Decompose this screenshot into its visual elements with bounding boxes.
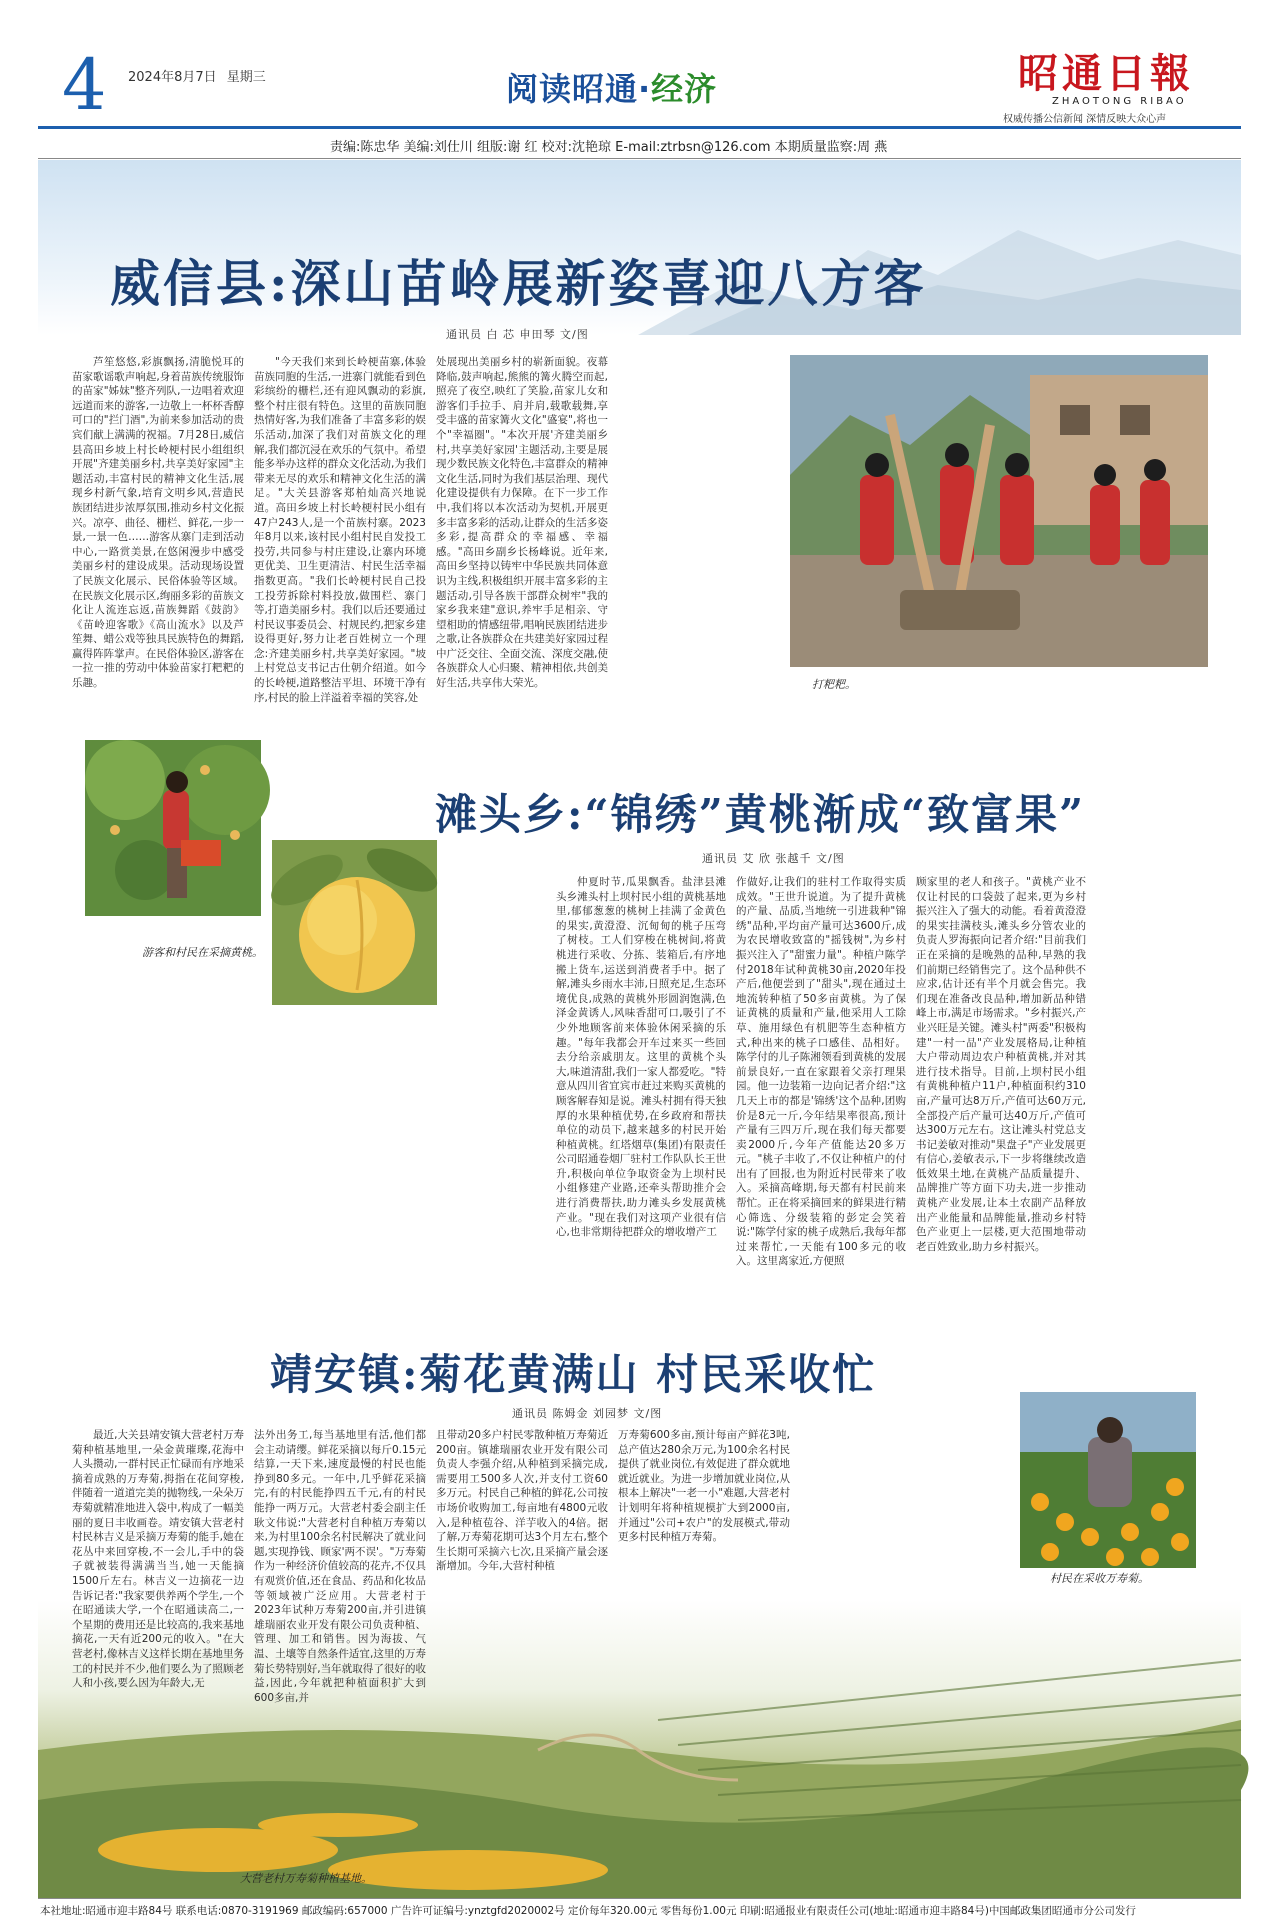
- article1-column-3: 处展现出美丽乡村的崭新面貌。夜幕降临,鼓声响起,熊熊的篝火腾空而起,照亮了夜空,映红了笑脸,苗家儿女和游客们手拉手、肩并肩,载歌载舞,享受丰盛的苗家篝火文化"盛宴",将也一个"幸福圈"。"本次开展'齐建美丽乡村,共享美好家园'主题活动,主要是展现少数民族文化特色,丰富群众的精神文化生活,同时为我们基层治理、现代化建设提供有力保障。在下一步工作中,我们将以本次活动为契机,开展更多丰富多彩的活动,让群众的生活多姿多彩,提高群众的幸福感、幸福感。"高田乡副乡长杨峰说。近年来,高田乡坚持以铸牢中华民族共同体意识为主线,积极组织开展丰富多彩的主题活动,引导各族干部群众树牢"我的家乡我来建"意识,养牢手足相亲、守望相助的情感纽带,唱响民族团结进步之歌,让各族群众在共建美好家园过程中广泛交往、全面交流、深度交融,使各族群众人心归聚、精神相依,共创美好生活,共享伟大荣光。: [436, 356, 608, 690]
- article3-headline: 靖安镇:菊花黄满山 村民采收忙: [270, 1350, 877, 1399]
- article2-byline: 通讯员 艾 欣 张越千 文/图: [702, 852, 845, 865]
- brand-slogan: 权威传播公信新闻 深情反映大众心声: [1003, 114, 1167, 125]
- footer-divider: [38, 1898, 1241, 1899]
- issue-date: [128, 66, 266, 85]
- article3-column-3: 且带动20多户村民零散种植万寿菊近200亩。镇雄瑞丽农业开发有限公司负责人李强介绍,从种植到采摘完成,需要用工500多人次,并支付工资60多万元。村民自己种植的鲜花,公司按市场价收购加工,每亩地有4800元收入,是种植苞谷、洋芋收入的4倍。据了解,万寿菊花期可达3个月左右,整个生长期可采摘六七次,且采摘产量会逐渐增加。今年,大营村种植: [436, 1429, 608, 1573]
- credits-divider: [38, 158, 1241, 159]
- article2-column-2: 作做好,让我们的驻村工作取得实质成效。"王世升说道。为了提升黄桃的产量、品质,当地统一引进栽种"锦绣"品种,平均亩产量可达3600斤,成为农民增收致富的"摇钱树",为乡村振兴注入了"甜蜜力量"。种植户陈学付2018年试种黄桃30亩,2020年投产后,他便尝到了"甜头",现在通过土地流转种植了50多亩黄桃。为了保证黄桃的质量和产量,他采用人工除草、施用绿色有机肥等生态种植方式,种出来的桃子口感佳、品相好。陈学付的儿子陈湘领看到黄桃的发展前景良好,一直在家跟着父亲打理果园。他一边装箱一边向记者介绍:"这几天上市的都是'锦绣'这个品种,团购价是8元一斤,今年结果率很高,预计产量有三四万斤,现在我们每天都要卖2000斤,今年产值能达20多万元。"桃子丰收了,不仅让种植户的付出有了回报,也为附近村民带来了收入。采摘高峰期,每天都有村民前来帮忙。正在将采摘回来的鲜果进行精心筛选、分级装箱的彭定会笑着说:"陈学付家的桃子成熟后,我每年都过来帮忙,一天能有100多元的收入。这里离家近,方便照: [736, 876, 906, 1268]
- article2-photo-caption: 游客和村民在采摘黄桃。: [142, 946, 263, 959]
- article3-small-photo-caption: 村民在采收万寿菊。: [1050, 1572, 1149, 1585]
- brand-pinyin: ZHAOTONG RIBAO: [1052, 96, 1187, 107]
- article2-column-1: 仲夏时节,瓜果飘香。盐津县滩头乡滩头村上坝村民小组的黄桃基地里,郁郁葱葱的桃树上挂满了金黄色的果实,黄澄澄、沉甸甸的桃子压弯了树枝。工人们穿梭在桃树间,将黄桃进行采收、分拣、装箱后,有序地搬上货车,运送到消费者手中。据了解,滩头乡雨水丰沛,日照充足,生态环境优良,成熟的黄桃外形圆润饱满,色泽金黄诱人,风味香甜可口,吸引了不少外地顾客前来体验休闲采摘的乐趣。"每年我都会开车过来买一些回去分给亲戚朋友。这里的黄桃个头大,味道清甜,我们一家人都爱吃。"特意从四川省宜宾市赶过来购买黄桃的顾客解春知是说。滩头村拥有得天独厚的水果种植优势,在乡政府和帮扶单位的动员下,越来越多的村民开始种植黄桃。红塔烟草(集团)有限责任公司昭通卷烟厂驻村工作队队长王世升,积极向单位争取资金为上坝村民小组修建产业路,还牵头帮助推介会进行消费帮扶,助力滩头乡发展黄桃产业。"现在我们对这项产业很有信心,也非常期待把群众的增收增产工: [556, 876, 726, 1239]
- article3-column-1: 最近,大关县靖安镇大营老村万寿菊种植基地里,一朵金黄璀璨,花海中人头攒动,一群村民正忙碌而有序地采摘着成熟的万寿菊,拇指在花间穿梭,伴随着一道道完美的抛物线,一朵朵万寿菊就精准地进入袋中,构成了一幅美丽的夏日丰收画卷。靖安镇大营老村村民林吉义是采摘万寿菊的能手,她在花丛中来回穿梭,不一会儿,手中的袋子就被装得满满当当,她一天能摘1500斤左右。林吉义一边摘花一边告诉记者:"我家要供养两个学生,一个在昭通读大学,一个在昭通读高二,一个星期的费用还是比较高的,我来基地摘花,一天有近200元的收入。"在大营老村,像林吉义这样长期在基地里务工的村民并不少,他们要么为了照顾老人和小孩,要么因为年龄大,无: [72, 1429, 244, 1690]
- photo-villager-picking-marigold-image: [1020, 1392, 1196, 1568]
- article1-byline: 通讯员 白 芯 申田琴 文/图: [446, 328, 589, 341]
- article3-large-photo-caption: 大营老村万寿菊种植基地。: [240, 1872, 372, 1885]
- section-title-main: 阅读昭通·: [506, 70, 652, 108]
- header-divider: [38, 126, 1241, 129]
- article1-column-1: 芦笙悠悠,彩旗飘扬,清脆悦耳的苗家歌谣歌声响起,身着苗族传统服饰的苗家"姊妹"整齐列队,一边唱着欢迎远道而来的游客,一边敬上一杯杯香醇可口的"拦门酒",为前来参加活动的贵宾们献上满满的祝福。7月28日,威信县高田乡坡上村长岭梗村民小组组织开展"齐建美丽乡村,共享美好家园"主题活动,丰富村民的精神文化生活,展现乡村新气象,培育文明乡风,营造民族团结进步浓厚氛围,推动乡村文化振兴。凉亭、曲径、栅栏、鲜花,一步一景,一景一色……游客从寨门走到活动中心,一路赏美景,在悠闲漫步中感受美丽乡村的建设成果。活动现场设置了民族文化展示、民俗体验等区域。在民族文化展示区,绚丽多彩的苗族文化让人流连忘返,苗族舞蹈《鼓韵》《苗岭迎客歌》《高山流水》以及芦笙舞、蜡公戏等独具民族特色的舞蹈,赢得阵阵掌声。在民俗体验区,游客在一拉一推的劳动中体验苗家打粑粑的乐趣。: [72, 356, 244, 690]
- article3-column-2: 法外出务工,每当基地里有活,他们都会主动请缨。鲜花采摘以每斤0.15元结算,一天下来,速度最慢的村民也能挣到80多元。一年中,几乎鲜花采摘完,有的村民能挣四五千元,有的村民能挣一两万元。大营老村委会副主任耿文伟说:"大营老村自种植万寿菊以来,为村里100余名村民解决了就业问题,实现挣钱、顾家'两不误'。"万寿菊作为一种经济价值较高的花卉,不仅具有观赏价值,还在食品、药品和化妆品等领域被广泛应用。大营老村于2023年试种万寿菊200亩,并引进镇雄瑞丽农业开发有限公司负责种植、管理、加工和销售。因为海拔、气温、土壤等自然条件适宜,这里的万寿菊长势特别好,当年就取得了很好的收益,因此,今年就把种植面积扩大到600多亩,并: [254, 1429, 426, 1704]
- article1-photo-caption: 打粑粑。: [812, 678, 856, 691]
- article1-column-2: "今天我们来到长岭梗苗寨,体验苗族同胞的生活,一进寨门就能看到色彩缤纷的栅栏,还有迎风飘动的彩旗,整个村庄很有特色。这里的苗族同胞热情好客,为我们准备了丰富多彩的娱乐活动,加深了我们对苗族文化的理解,我们都沉浸在欢乐的气氛中。希望能多举办这样的群众文化活动,为我们带来无尽的欢乐和精神文化生活的满足。"大关县游客郑柏灿高兴地说道。高田乡坡上村长岭梗村民小组有47户243人,是一个苗族村寨。2023年8月以来,该村民小组村民自发投工投劳,共同参与村庄建设,让寨内环境更优美、卫生更清洁、村民生活幸福指数更高。"我们长岭梗村民自己投工投劳拆除村料投放,做围栏、寨门等,打造美丽乡村。我们以后还要通过村民议事委员会、村规民约,把家乡建设得更好,努力让老百姓树立一个理念:齐建美丽乡村,共享美好家园。"坡上村党总支书记古仕朝介绍道。如今的长岭梗,道路整洁平坦、环境干净有序,村民的脸上洋溢着幸福的笑容,处: [254, 356, 426, 704]
- newspaper-masthead: [1018, 52, 1218, 107]
- article3-byline: 通讯员 陈姆金 刘园梦 文/图: [512, 1407, 663, 1420]
- article1-headline: 威信县:深山苗岭展新姿喜迎八方客: [110, 254, 927, 313]
- editorial-credits: 责编:陈忠华 美编:刘仕川 组版:谢 红 校对:沈艳琼 E-mail:ztrbsn@126.com 本期质量监察:周 燕: [330, 140, 888, 155]
- brand-name: 昭通日報: [1018, 50, 1194, 97]
- footer-imprint: 本社地址:昭通市迎丰路84号 联系电话:0870-3191969 邮政编码:657000 广告许可证编号:ynztgfd2020002号 定价每年320.00元 零售每份1.00元 印刷:昭通报业有限责任公司(地址:昭通市迎丰路84号)中国邮政集团昭通市分公司发行: [40, 1905, 1136, 1917]
- weekday: 星期三: [226, 70, 266, 85]
- photo-peach-picking-image: [85, 740, 261, 916]
- page-number: 4: [62, 44, 107, 126]
- photo-rice-cake-pounding-image: [790, 355, 1208, 667]
- photo-rice-cake-pounding: [790, 355, 1208, 667]
- photo-villager-picking-marigold: [1020, 1392, 1196, 1568]
- article2-headline: 滩头乡:“锦绣”黄桃渐成“致富果”: [435, 790, 1086, 839]
- section-title-highlight: 经济: [651, 70, 718, 108]
- photo-yellow-peach-image: [272, 840, 437, 1005]
- photo-yellow-peach: [272, 840, 437, 1005]
- article2-column-3: 顾家里的老人和孩子。"黄桃产业不仅让村民的口袋鼓了起来,更为乡村振兴注入了强大的动能。看着黄澄澄的果实挂满枝头,滩头乡分管农业的负责人罗海振向记者介绍:"目前我们正在采摘的是晚熟的品种,早熟的我们前期已经销售完了。这个品种供不应求,估计还有半个月就会售完。我们现在准备改良品种,增加新品种错峰上市,满足市场需求。"乡村振兴,产业兴旺是关键。滩头村"两委"积极构建"一村一品"产业发展格局,让种植大户带动周边农户种植黄桃,并对其进行技术指导。目前,上坝村民小组有黄桃种植户11户,种植面积约310亩,产量可达8万斤,产值可达60万元,全部投产后产量可达40万斤,产值可达300万元左右。这让滩头村党总支书记姜敏对推动"果盘子"产业发展更有信心,姜敏表示,下一步将继续改造低效果土地,在黄桃产品质量提升、品牌推广等方面下功夫,进一步推动黄桃产业发展,让本土农副产品释放出产业能量和品牌能量,推动乡村特色产业更上一层楼,更大范围地带动老百姓致业,助力乡村振兴。: [916, 876, 1086, 1253]
- date: 2024年8月7日: [128, 70, 217, 85]
- photo-peach-picking: [85, 740, 261, 916]
- article3-column-4: 万寿菊600多亩,预计每亩产鲜花3吨,总产值达280余万元,为100余名村民提供了就业岗位,有效促进了群众就地就近就业。为进一步增加就业岗位,从根本上解决"一老一小"难题,大营老村计划明年将种植规模扩大到2000亩,并通过"公司+农户"的发展模式,带动更多村民种植万寿菊。: [618, 1429, 790, 1544]
- article1-text-continuation-space: [620, 356, 798, 702]
- section-title: [506, 64, 717, 110]
